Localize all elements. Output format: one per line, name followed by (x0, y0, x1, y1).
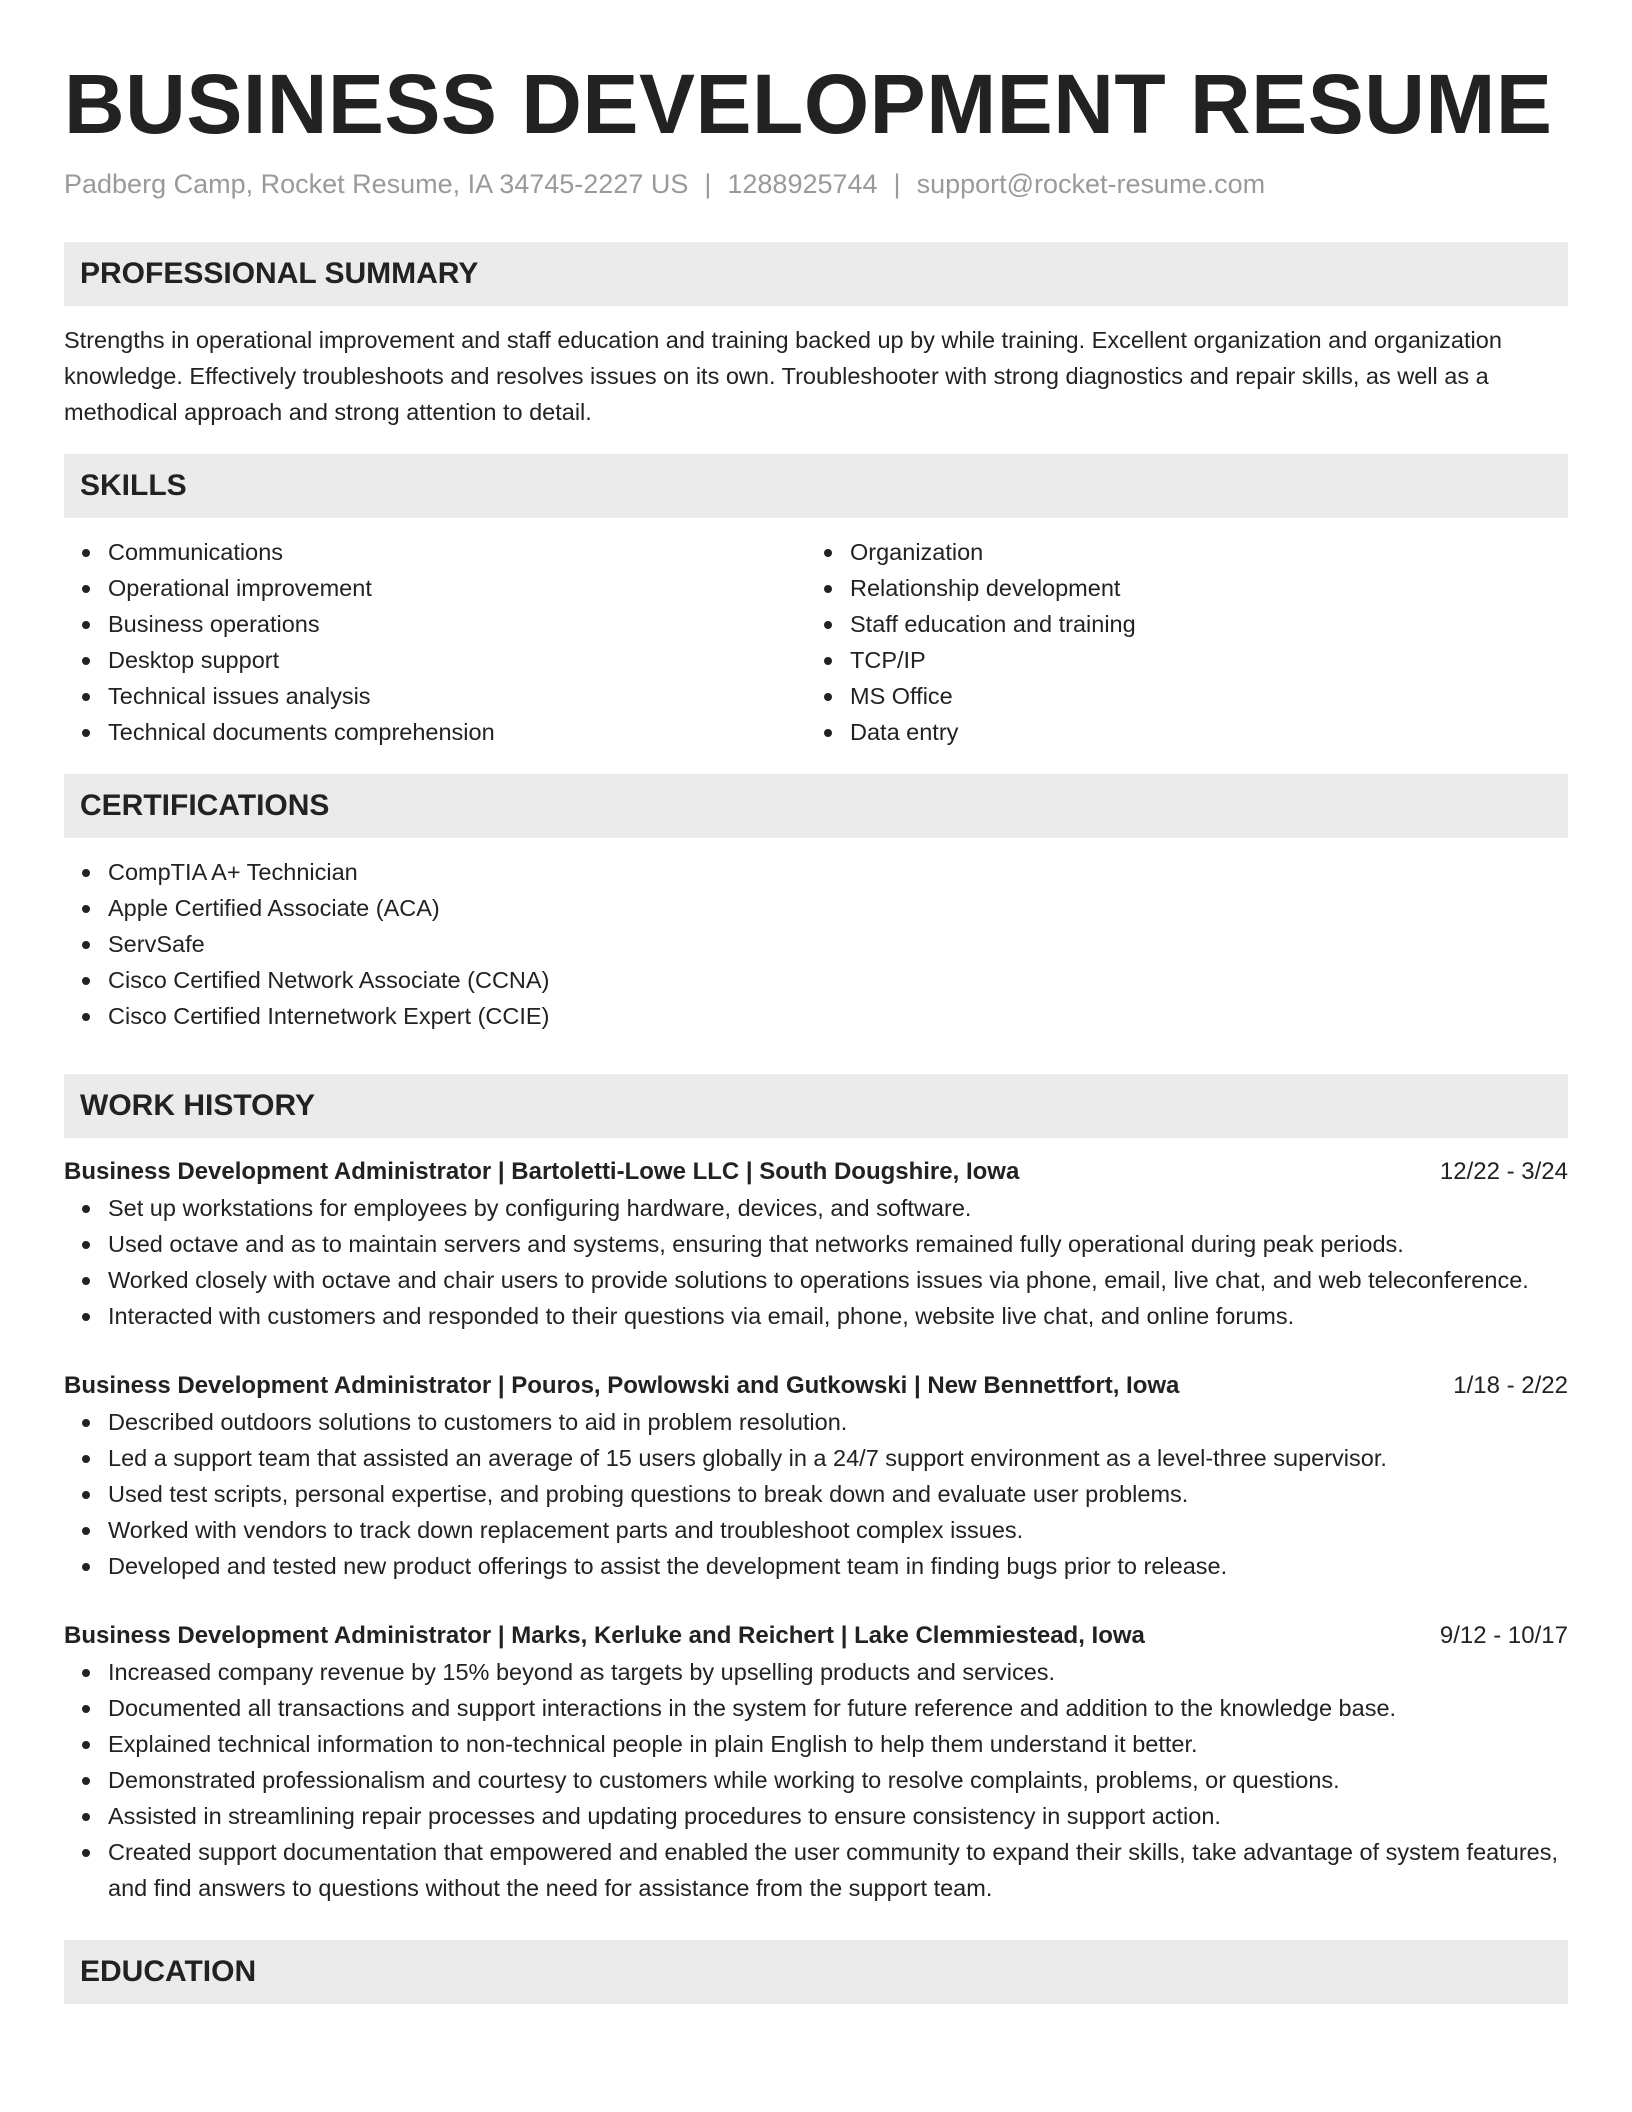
certifications-heading: CERTIFICATIONS (64, 774, 1568, 838)
bullet-icon (82, 1563, 90, 1571)
certification-label: ServSafe (108, 931, 205, 957)
contact-email: support@rocket-resume.com (916, 169, 1266, 199)
job-heading: Business Development Administrator | Pouros, Powlowski and Gutkowski | New Bennettfort, Iowa (64, 1372, 1180, 1399)
bullet-icon (82, 549, 90, 557)
job-header (64, 1618, 1568, 1654)
bullet-icon (82, 621, 90, 629)
job-bullet (64, 1476, 1568, 1512)
job-bullet-text: Worked with vendors to track down replacement parts and troubleshoot complex issues. (108, 1517, 1024, 1543)
job-bullet-text: Demonstrated professionalism and courtesy to customers while working to resolve complaints, problems, or questions. (108, 1767, 1340, 1793)
certification-item (64, 962, 1568, 998)
job-bullet-text: Set up workstations for employees by configuring hardware, devices, and software. (108, 1195, 972, 1221)
job-bullet (64, 1440, 1568, 1476)
job-bullets (64, 1404, 1568, 1584)
bullet-icon (82, 1013, 90, 1021)
job-bullet (64, 1798, 1568, 1834)
resume-page (64, 0, 1568, 2004)
skill-item (806, 678, 1548, 714)
bullet-icon (82, 1241, 90, 1249)
bullet-icon (82, 1277, 90, 1285)
work-history-heading: WORK HISTORY (64, 1074, 1568, 1138)
bullet-icon (82, 905, 90, 913)
job-bullet (64, 1512, 1568, 1548)
bullet-icon (824, 693, 832, 701)
skill-label: Organization (850, 539, 984, 565)
job-bullet-text: Interacted with customers and responded to their questions via email, phone, website live chat, and online forums. (108, 1303, 1295, 1329)
skill-item (806, 714, 1548, 750)
skill-label: Data entry (850, 719, 959, 745)
bullet-icon (824, 585, 832, 593)
skills-heading: SKILLS (64, 454, 1568, 518)
certification-label: Apple Certified Associate (ACA) (108, 895, 440, 921)
bullet-icon (82, 1455, 90, 1463)
skill-label: MS Office (850, 683, 953, 709)
bullet-icon (82, 1705, 90, 1713)
resume-title: BUSINESS DEVELOPMENT RESUME (64, 57, 1553, 151)
certification-label: Cisco Certified Internetwork Expert (CCIE) (108, 1003, 550, 1029)
skill-label: Technical issues analysis (108, 683, 371, 709)
job-bullet-text: Developed and tested new product offerings to assist the development team in finding bugs prior to release. (108, 1553, 1228, 1579)
job-bullet (64, 1298, 1568, 1334)
education-heading: EDUCATION (64, 1940, 1568, 2004)
summary-text: Strengths in operational improvement and staff education and training backed up by while training. Excellent organization and organization knowledge. Effectively troubleshoots and resolves issues on its own. Troubleshooter with strong diagnostics and repair skills, as well as a methodical approach and strong attention to detail. (64, 327, 1502, 425)
job-bullet (64, 1690, 1568, 1726)
bullet-icon (82, 657, 90, 665)
job-bullet-text: Explained technical information to non-technical people in plain English to help them understand it better. (108, 1731, 1198, 1757)
bullet-icon (82, 1669, 90, 1677)
job-bullet-text: Worked closely with octave and chair users to provide solutions to operations issues via phone, email, live chat, and web teleconference. (108, 1267, 1529, 1293)
skill-item (806, 606, 1548, 642)
bullet-icon (82, 869, 90, 877)
bullet-icon (82, 1813, 90, 1821)
job-bullet-text: Increased company revenue by 15% beyond as targets by upselling products and services. (108, 1659, 1056, 1685)
job-bullet-text: Assisted in streamlining repair processes and updating procedures to ensure consistency in support action. (108, 1803, 1221, 1829)
skill-item (64, 570, 806, 606)
certifications-list (64, 854, 1568, 1034)
job-dates: 12/22 - 3/24 (1439, 1158, 1568, 1185)
bullet-icon (82, 693, 90, 701)
skill-label: Relationship development (850, 575, 1121, 601)
contact-separator: | (893, 169, 901, 199)
job-dates: 1/18 - 2/22 (1453, 1372, 1568, 1399)
bullet-icon (824, 621, 832, 629)
job-heading: Business Development Administrator | Marks, Kerluke and Reichert | Lake Clemmiestead, Iowa (64, 1622, 1145, 1649)
bullet-icon (824, 657, 832, 665)
certification-item (64, 854, 1568, 890)
bullet-icon (82, 585, 90, 593)
skill-item (64, 534, 806, 570)
skill-label: TCP/IP (850, 647, 926, 673)
skill-item (64, 606, 806, 642)
bullet-icon (82, 1205, 90, 1213)
skill-item (806, 570, 1548, 606)
skills-column-right (806, 534, 1548, 750)
skill-item (806, 642, 1548, 678)
job-dates: 9/12 - 10/17 (1439, 1622, 1568, 1649)
job-bullet-text: Created support documentation that empowered and enabled the user community to expand their skills, take advantage of system features, and find answers to questions without the need for assistance from the support team. (108, 1839, 1559, 1901)
bullet-icon (82, 941, 90, 949)
bullet-icon (82, 1849, 90, 1857)
job-entry (64, 1368, 1568, 1584)
job-header (64, 1368, 1568, 1404)
contact-separator: | (704, 169, 712, 199)
contact-phone: 1288925744 (727, 169, 878, 199)
bullet-icon (82, 1527, 90, 1535)
certification-item (64, 890, 1568, 926)
skill-item (64, 678, 806, 714)
job-bullet (64, 1654, 1568, 1690)
skill-label: Operational improvement (108, 575, 372, 601)
job-bullet-text: Documented all transactions and support interactions in the system for future reference and addition to the knowledge base. (108, 1695, 1397, 1721)
contact-address: Padberg Camp, Rocket Resume, IA 34745-2227 US (64, 169, 689, 199)
job-bullet (64, 1834, 1568, 1906)
bullet-icon (82, 1313, 90, 1321)
job-entry (64, 1618, 1568, 1906)
job-bullet (64, 1548, 1568, 1584)
job-bullet-text: Described outdoors solutions to customers to aid in problem resolution. (108, 1409, 848, 1435)
bullet-icon (82, 1777, 90, 1785)
job-bullet (64, 1726, 1568, 1762)
skill-label: Technical documents comprehension (108, 719, 495, 745)
job-header (64, 1154, 1568, 1190)
skill-label: Communications (108, 539, 284, 565)
job-bullet-text: Led a support team that assisted an average of 15 users globally in a 24/7 support environment as a level-three supervisor. (108, 1445, 1387, 1471)
bullet-icon (824, 729, 832, 737)
job-bullet (64, 1762, 1568, 1798)
job-heading: Business Development Administrator | Bartoletti-Lowe LLC | South Dougshire, Iowa (64, 1158, 1020, 1185)
skill-item (64, 642, 806, 678)
skills-column-left (64, 534, 806, 750)
certification-label: Cisco Certified Network Associate (CCNA) (108, 967, 550, 993)
bullet-icon (824, 549, 832, 557)
bullet-icon (82, 1419, 90, 1427)
job-bullet (64, 1262, 1568, 1298)
job-bullets (64, 1654, 1568, 1906)
certification-label: CompTIA A+ Technician (108, 859, 358, 885)
bullet-icon (82, 977, 90, 985)
job-bullet-text: Used test scripts, personal expertise, and probing questions to break down and evaluate user problems. (108, 1481, 1189, 1507)
skill-label: Staff education and training (850, 611, 1136, 637)
summary-heading: PROFESSIONAL SUMMARY (64, 242, 1568, 306)
job-bullet (64, 1404, 1568, 1440)
certification-item (64, 926, 1568, 962)
contact-line (64, 166, 1568, 202)
job-bullet (64, 1190, 1568, 1226)
certification-item (64, 998, 1568, 1034)
bullet-icon (82, 1741, 90, 1749)
job-entry (64, 1154, 1568, 1334)
job-bullet-text: Used octave and as to maintain servers and systems, ensuring that networks remained fully operational during peak periods. (108, 1231, 1404, 1257)
job-bullets (64, 1190, 1568, 1334)
skill-label: Desktop support (108, 647, 280, 673)
skills-list (64, 534, 1568, 750)
bullet-icon (82, 1491, 90, 1499)
skill-item (64, 714, 806, 750)
job-bullet (64, 1226, 1568, 1262)
skill-item (806, 534, 1548, 570)
bullet-icon (82, 729, 90, 737)
skill-label: Business operations (108, 611, 320, 637)
